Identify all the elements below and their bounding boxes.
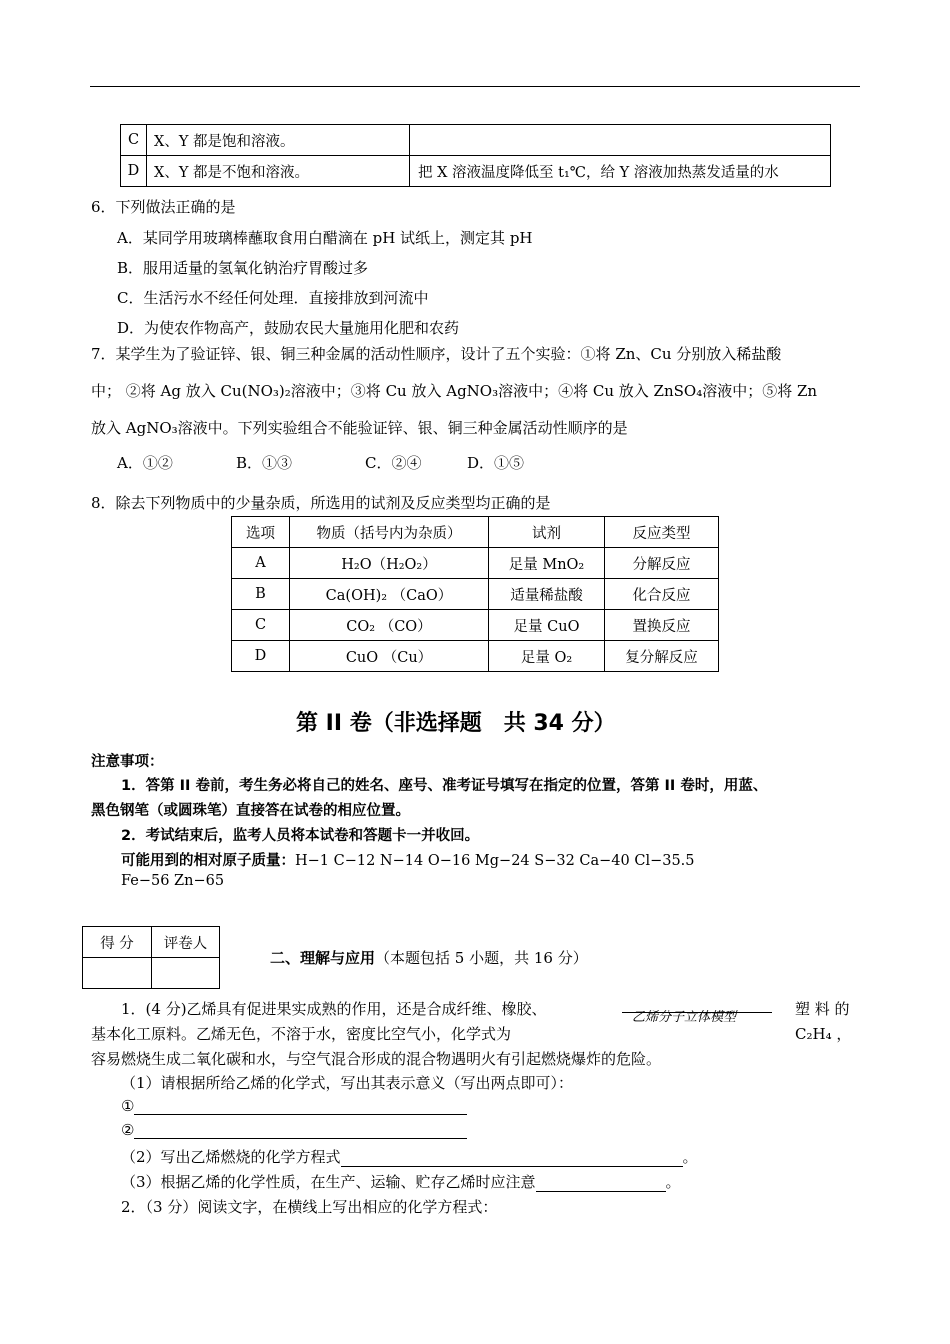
col-header: 试剂 [489,517,605,548]
q2-1-line1-end: 塑 料 的 [795,1000,850,1018]
q2-1-sub2: （2）写出乙烯燃烧的化学方程式 [121,1148,341,1166]
cell: A [232,548,290,579]
cell: CO₂ （CO） [290,610,489,641]
cell: H₂O（H₂O₂） [290,548,489,579]
q7-line2: 中； ②将 Ag 放入 Cu(NO₃)₂溶液中；③将 Cu 放入 AgNO₃溶液中；④将 Cu 放入 ZnSO₄溶液中；⑤将 Zn [91,382,818,400]
atomic-mass-line-2: Fe−56 Zn−65 [121,873,225,889]
cell: 适量稀盐酸 [489,579,605,610]
atomic-mass-line [121,849,695,870]
col-header: 物质（括号内为杂质） [290,517,489,548]
circled-1: ① [121,1097,135,1115]
period: 。 [682,1148,698,1166]
part2-title: 第 II 卷（非选择题 共 34 分） [296,711,616,736]
row-cell: X、Y 都是饱和溶液。 [147,125,410,156]
row-label: D [121,156,147,187]
q6-option-a: A．某同学用玻璃棒蘸取食用白醋滴在 pH 试纸上，测定其 pH [117,229,533,247]
answer-blank-notes[interactable] [536,1177,666,1192]
table-row [121,125,831,156]
row-cell [410,125,831,156]
cell: CuO （Cu） [290,641,489,672]
cell: 化合反应 [605,579,719,610]
col-header: 反应类型 [605,517,719,548]
q2-1-blank2-row [121,1121,467,1139]
section2-heading [270,947,588,968]
q2-1-line3: 容易燃烧生成二氧化碳和水，与空气混合形成的混合物遇明火有引起燃烧爆炸的危险。 [91,1050,662,1068]
q7-option-c: C．②④ [365,454,422,472]
q2-2-line: 2．（3 分）阅读文字，在横线上写出相应的化学方程式： [121,1198,498,1216]
q2-1-sub3: （3）根据乙烯的化学性质，在生产、运输、贮存乙烯时应注意 [121,1173,536,1191]
notice-1a: 1．答第 II 卷前，考生务必将自己的姓名、座号、准考证号填写在指定的位置，答第 II 卷时，用蓝、 [121,778,768,794]
atomic-mass-values: H−1 C−12 N−14 O−16 Mg−24 S−32 Ca−40 Cl−35.5 [295,853,695,869]
header-rule [90,86,860,87]
cell: 足量 CuO [489,610,605,641]
cell: 复分解反应 [605,641,719,672]
q7-option-a: A．①② [117,454,173,472]
notice-title: 注意事项： [91,754,164,770]
answer-blank-1[interactable] [134,1100,467,1115]
score-label: 得 分 [83,927,152,958]
table-row [232,610,719,641]
table-row [232,548,719,579]
notice-2: 2．考试结束后，监考人员将本试卷和答题卡一并收回。 [121,828,480,844]
q6-option-b: B．服用适量的氢氧化钠治疗胃酸过多 [117,259,369,277]
q2-1-line2: 基本化工原料。乙烯无色，不溶于水，密度比空气小，化学式为 [91,1025,512,1043]
q6-stem: 6．下列做法正确的是 [91,198,236,216]
q7-line3: 放入 AgNO₃溶液中。下列实验组合不能验证锌、银、铜三种金属活动性顺序的是 [91,419,628,437]
row-cell: X、Y 都是不饱和溶液。 [147,156,410,187]
score-cell[interactable] [83,958,152,989]
q6-option-c: C．生活污水不经任何处理．直接排放到河流中 [117,289,429,307]
q7-line1: 7．某学生为了验证锌、银、铜三种金属的活动性顺序，设计了五个实验：①将 Zn、Cu 分别放入稀盐酸 [91,345,782,363]
section2-note: （本题包括 5 小题，共 16 分） [375,949,588,967]
cell: 足量 O₂ [489,641,605,672]
table-header-row [232,517,719,548]
table-row [121,156,831,187]
col-header: 选项 [232,517,290,548]
cell: 足量 MnO₂ [489,548,605,579]
row-label: C [121,125,147,156]
grader-label: 评卷人 [152,927,220,958]
period: 。 [665,1173,681,1191]
circled-2: ② [121,1121,135,1139]
section2-label: 二、理解与应用 [270,949,376,967]
answer-blank-equation[interactable] [341,1152,683,1167]
top-table [120,124,831,187]
answer-blank-2[interactable] [134,1124,467,1139]
cell: 分解反应 [605,548,719,579]
q2-1-line2-end: C₂H₄ ， [795,1025,852,1043]
q2-1-sub2-row [121,1146,698,1167]
molecule-model-label: 乙烯分子立体模型 [632,1010,737,1025]
q7-option-b: B．①③ [236,454,293,472]
notice-1b: 黑色钢笔（或圆珠笔）直接答在试卷的相应位置。 [91,803,410,819]
q2-1-blank1-row [121,1097,467,1115]
grader-cell[interactable] [152,958,220,989]
cell: B [232,579,290,610]
q6-option-d: D．为使农作物高产，鼓励农民大量施用化肥和农药 [117,319,460,337]
q2-1-line1: 1．(4 分)乙烯具有促进果实成熟的作用，还是合成纤维、橡胶、 [121,1000,547,1018]
q2-1-sub1: （1）请根据所给乙烯的化学式，写出其表示意义（写出两点即可）： [121,1074,574,1092]
score-box [82,926,220,989]
q7-option-d: D．①⑤ [467,454,525,472]
cell: 置换反应 [605,610,719,641]
row-cell: 把 X 溶液温度降低至 t₁℃，给 Y 溶液加热蒸发适量的水 [410,156,831,187]
cell: D [232,641,290,672]
atomic-mass-label: 可能用到的相对原子质量： [121,853,295,869]
q2-1-sub3-row [121,1171,681,1192]
q8-table [231,516,719,672]
table-row [232,641,719,672]
cell: C [232,610,290,641]
table-row [232,579,719,610]
cell: Ca(OH)₂ （CaO） [290,579,489,610]
q8-stem: 8．除去下列物质中的少量杂质，所选用的试剂及反应类型均正确的是 [91,494,551,512]
